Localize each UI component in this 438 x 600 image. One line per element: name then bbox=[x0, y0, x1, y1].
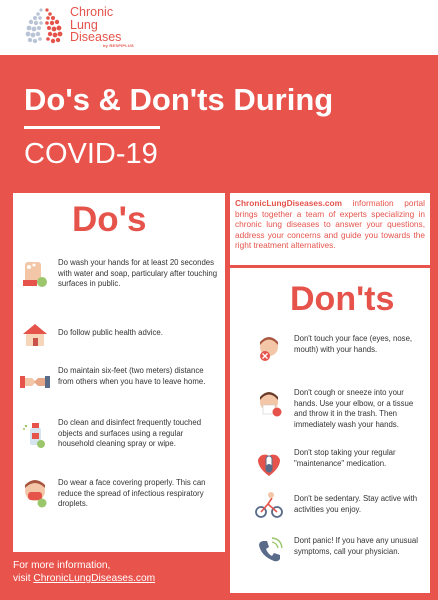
footer-line: For more information, bbox=[13, 560, 111, 571]
medication-icon bbox=[254, 448, 284, 478]
do-item-text: Do wear a face covering properly. This can reduce the spread of infectious respiratory droplets. bbox=[58, 478, 206, 509]
do-item-text: Do wash your hands for at least 20 secondes with water and soap, particulary after touching surfaces in public. bbox=[58, 258, 218, 289]
footer-website-link[interactable]: ChronicLungDiseases.com bbox=[33, 573, 156, 584]
info-paragraph bbox=[235, 198, 425, 251]
sneeze-icon bbox=[254, 388, 284, 418]
do-item bbox=[20, 418, 220, 450]
dont-item bbox=[254, 388, 424, 430]
do-item bbox=[20, 320, 220, 350]
donts-heading: Don'ts bbox=[290, 280, 395, 318]
phone-icon bbox=[254, 536, 284, 566]
dont-item bbox=[254, 490, 424, 520]
dont-item bbox=[254, 448, 424, 478]
logo-byline: by RESPIPLUS bbox=[103, 43, 134, 48]
dont-item-text: Don't touch your face (eyes, nose, mouth) with your hands. bbox=[294, 334, 413, 354]
logo-line-1: Chronic bbox=[70, 5, 114, 19]
logo-wordmark bbox=[70, 6, 121, 44]
dont-item-text: Don't cough or sneeze into your hands. Use your elbow, or a tissue and throw it in the trash. Then immediately wash your hands. bbox=[294, 388, 414, 429]
dont-item-text: Don't stop taking your regular "maintenance" medication. bbox=[294, 448, 396, 468]
no-handshake-icon bbox=[20, 366, 50, 396]
do-item-text: Do clean and disinfect frequently touched objects and surfaces using a regular household cleaning spray or wipe. bbox=[58, 418, 202, 449]
handwashing-icon bbox=[20, 258, 50, 288]
dont-item bbox=[254, 536, 424, 566]
title-divider bbox=[24, 126, 160, 129]
footer-visit-line bbox=[13, 572, 155, 585]
do-item bbox=[20, 478, 220, 510]
do-item bbox=[20, 366, 220, 396]
dont-item-text: Dont panic! If you have any unusual symptoms, call your physician. bbox=[294, 536, 418, 556]
do-item bbox=[20, 258, 220, 290]
page-title: Do's & Don'ts During bbox=[24, 82, 334, 117]
dont-item-text: Don't be sedentary. Stay active with activities you enjoy. bbox=[294, 494, 418, 514]
cyclist-icon bbox=[254, 490, 284, 520]
house-icon bbox=[20, 320, 50, 350]
touch-face-icon bbox=[254, 334, 284, 364]
info-body: information portal brings together a team of experts specializing in chronic lung diseases to answer your questions, address your concerns and guide you towards the right treatment alternatives. bbox=[235, 198, 425, 251]
logo-line-3: Diseases bbox=[70, 30, 122, 44]
header bbox=[0, 0, 438, 55]
face-mask-icon bbox=[20, 478, 50, 508]
lungs-logo-icon bbox=[24, 6, 64, 48]
do-item-text: Do maintain six-feet (two meters) distance from others when you have to leave home. bbox=[58, 366, 206, 386]
logo-line-2: Lung bbox=[70, 17, 98, 32]
info-site-name: ChronicLungDiseases.com bbox=[235, 198, 342, 208]
page-subtitle: COVID-19 bbox=[24, 138, 158, 170]
do-item-text: Do follow public health advice. bbox=[58, 328, 163, 337]
dos-heading: Do's bbox=[72, 200, 147, 239]
spray-bottle-icon bbox=[20, 418, 50, 448]
dont-item bbox=[254, 334, 424, 364]
footer bbox=[13, 559, 155, 585]
footer-visit-prefix: visit bbox=[13, 573, 34, 584]
